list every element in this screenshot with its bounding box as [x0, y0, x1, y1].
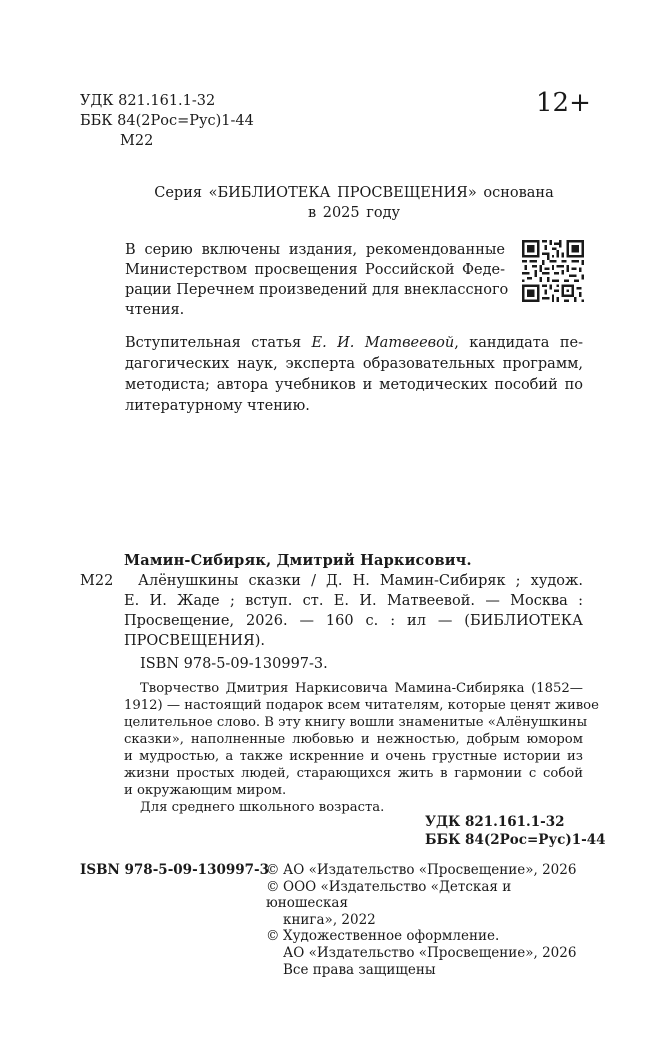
annotation-paragraph [124, 680, 599, 816]
annotation-line: Творчество Дмитрия Наркисовича Мамина-Сибиряка (1852— [140, 681, 583, 696]
annotation-line: 1912) — настоящий подарок всем читателям, которые ценят живое [124, 698, 599, 713]
copyright-icon: © [266, 862, 280, 878]
series-line-1: Серия «БИБЛИОТЕКА ПРОСВЕЩЕНИЯ» основана [154, 185, 554, 201]
series-note [125, 183, 583, 223]
inclusion-line: Министерством просвещения Российской Феде- [125, 262, 505, 278]
catalog-author: Мамин-Сибиряк, Дмитрий Наркисович. [124, 552, 472, 569]
annotation-line: целительное слово. В эту книгу вошли знаменитые «Алёнушкины [124, 715, 588, 730]
bottom-classification-block [425, 813, 606, 849]
age-rating: 12+ [536, 88, 591, 118]
audience-note: Для среднего школьного возраста. [140, 800, 385, 815]
copyright-item: © Художественное оформление. [266, 928, 500, 945]
intro-line: методиста; автора учебников и методических пособий по [125, 377, 583, 393]
inclusion-line: рации Перечнем произведений для внеклассного [125, 282, 509, 298]
copyright-item-continued: АО «Издательство «Просвещение», 2026 [283, 944, 577, 961]
top-classification-block [80, 91, 254, 151]
bbk-code: ББК 84(2Рос=Рус)1-44 [425, 832, 606, 848]
udk-code: УДК 821.161.1-32 [80, 93, 216, 109]
copyright-item-continued: книга», 2022 [283, 911, 376, 928]
inclusion-line: чтения. [125, 302, 185, 318]
inclusion-line: В серию включены издания, рекомендованные [125, 242, 505, 258]
qr-code-icon[interactable] [522, 240, 584, 302]
annotation-line: и окружающим миром. [124, 783, 287, 798]
inclusion-paragraph [125, 240, 509, 320]
intro-line: литературному чтению. [125, 398, 310, 414]
series-line-2: в 2025 году [307, 205, 401, 221]
catalog-description [124, 571, 583, 651]
udk-code: УДК 821.161.1-32 [425, 814, 565, 830]
annotation-line: сказки», наполненные любовью и нежностью, добрым юмором [124, 732, 583, 747]
catalog-isbn: ISBN 978-5-09-130997-3. [140, 656, 328, 672]
annotation-line: жизни простых людей, старающихся жить в гармонии с собой [124, 766, 583, 781]
bbk-code: ББК 84(2Рос=Рус)1-44 [80, 113, 254, 129]
intro-line: Вступительная статья Е. И. Матвеевой, кандидата пе- [125, 335, 583, 351]
copyright-item: © АО «Издательство «Просвещение», 2026 [266, 862, 577, 878]
catalog-line: Алёнушкины сказки / Д. Н. Мамин-Сибиряк ; худож. [138, 573, 583, 589]
annotation-line: и мудростью, а также искренние и очень грустные истории из [124, 749, 583, 764]
author-code: М22 [120, 133, 154, 149]
copyright-icon: © [266, 928, 280, 945]
catalog-code: М22 [80, 573, 114, 589]
isbn-number: ISBN 978-5-09-130997-3 [80, 862, 270, 878]
intro-line: дагогических наук, эксперта образовательных программ, [125, 356, 583, 372]
catalog-line: Е. И. Жаде ; вступ. ст. Е. И. Матвеевой. — Москва : [124, 593, 583, 609]
copyright-block [266, 862, 586, 978]
catalog-line: ПРОСВЕЩЕНИЯ). [124, 633, 266, 649]
copyright-item: © ООО «Издательство «Детская и юношеская [266, 878, 512, 912]
copyright-icon: © [266, 878, 280, 895]
intro-author-name: Е. И. Матвеевой [311, 335, 455, 351]
rights-reserved: Все права защищены [283, 961, 436, 978]
catalog-line: Просвещение, 2026. — 160 с. : ил — (БИБЛИОТЕКА [124, 613, 583, 629]
intro-paragraph [125, 333, 583, 417]
